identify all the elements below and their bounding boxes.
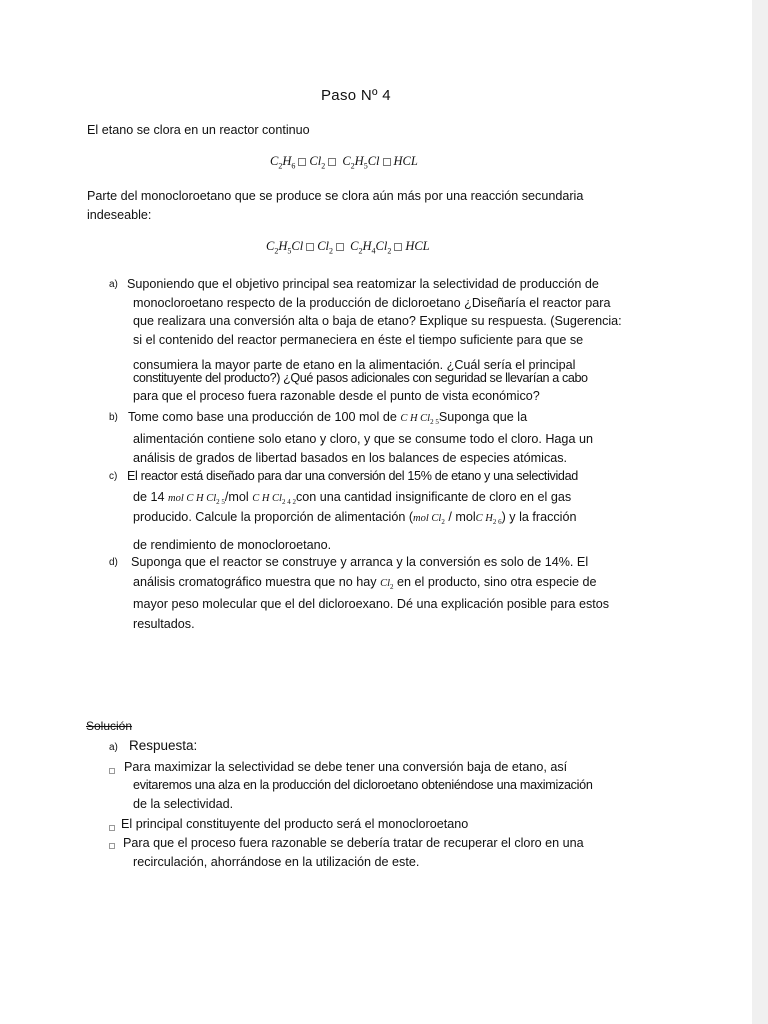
question-a-line: constituyente del producto?) ¿Qué pasos adicionales con seguridad se llevarían a cabo <box>133 371 588 385</box>
question-c-label: c) <box>109 471 118 482</box>
arrow-symbol-box <box>328 158 336 166</box>
question-b-line: Tome como base una producción de 100 mol de C H $Cl_{2 5}Suponga$ que la <box>128 410 528 427</box>
solution-a-label: a) <box>109 742 118 753</box>
arrow-symbol-box <box>336 243 344 251</box>
formula-selectivity-numerator: mol C H $Cl_{2 5}$ <box>168 493 225 507</box>
question-d-line: análisis cromatográfico muestra que no hay $Cl_2$ en el producto, sino otra especie de <box>133 575 597 592</box>
reaction-equation-primary: $C_2H_6$ $Cl_2$ $C_2H_5Cl$ HCL <box>270 154 418 171</box>
question-d-label: d) <box>109 557 118 568</box>
question-a-line: para que el proceso fuera razonable desde el punto de vista económico? <box>133 389 540 403</box>
bullet-icon <box>109 825 115 831</box>
answer-bullet-line: El principal constituyente del producto será el monocloroetano <box>121 817 469 831</box>
question-d-line: resultados. <box>133 617 195 631</box>
question-a-line: monocloroetano respecto de la producción de dicloroetano ¿Diseñaría el reactor para <box>133 296 611 310</box>
solution-heading: Solución <box>86 719 133 733</box>
answer-bullet-line: recirculación, ahorrándose en la utilización de este. <box>133 855 420 869</box>
plus-symbol-box <box>298 158 306 166</box>
formula-feed-denominator: C $H_{2 6}$ <box>475 513 502 527</box>
question-b-line: análisis de grados de libertad basados en los balances de especies atómicas. <box>133 451 568 465</box>
plus-symbol-box <box>306 243 314 251</box>
plus-symbol-box <box>394 243 402 251</box>
formula-selectivity-denominator: C H $Cl_{2 4 2}$ <box>252 493 296 507</box>
question-d-line: mayor peso molecular que el del dicloroexano. Dé una explicación posible para estos <box>133 597 610 611</box>
question-d-line: Suponga que el reactor se construye y arranca y la conversión es solo de 14%. El <box>131 555 589 569</box>
formula-chlorine: $Cl_2$ <box>380 578 394 592</box>
question-c-line: El reactor está diseñado para dar una conversión del 15% de etano y una selectividad <box>127 469 578 483</box>
secondary-reaction-text-1: Parte del monocloroetano que se produce se clora aún más por una reacción secundaria <box>87 189 584 203</box>
question-c-line: de 14 mol C H $Cl_{2 5}$/mol C H $Cl_{2 4 2}con$ una cantidad insignificante de cloro en el gas <box>133 490 572 507</box>
question-a-line: Suponiendo que el objetivo principal sea reatomizar la selectividad de producción de <box>127 277 599 291</box>
question-a-line: consumiera la mayor parte de etano en la alimentación. ¿Cuál sería el principal <box>133 358 576 372</box>
bullet-icon <box>109 768 115 774</box>
page-title: Paso Nº 4 <box>321 87 391 104</box>
question-b-line: alimentación contiene solo etano y cloro, y que se consume todo el cloro. Haga un <box>133 432 593 446</box>
intro-text: El etano se clora en un reactor continuo <box>87 123 310 137</box>
secondary-reaction-text-2: indeseable: <box>87 208 152 222</box>
question-c-line: de rendimiento de monocloroetano. <box>133 538 332 552</box>
answer-bullet-line: Para que el proceso fuera razonable se debería tratar de recuperar el cloro en una <box>123 836 584 850</box>
plus-symbol-box <box>383 158 391 166</box>
formula-chloroethane: C H $Cl_{2 5}$ <box>400 413 439 427</box>
formula-feed-numerator: mol $Cl_2$ <box>413 513 445 527</box>
question-a-line: si el contenido del reactor permaneciera en éste el tiempo suficiente para que se <box>133 333 584 347</box>
answer-bullet-line: evitaremos una alza en la producción del dicloroetano obteniéndose una maximización <box>133 778 593 792</box>
question-c-line: producido. Calcule la proporción de alimentación (mol $Cl_2$ / molC $H_{2 6}$) y la fracción <box>133 510 577 527</box>
question-a-label: a) <box>109 279 118 290</box>
reaction-equation-secondary: $C_2H_5Cl$ $Cl_2$ $C_2H_4Cl_2$ HCL <box>266 239 430 256</box>
bullet-icon <box>109 843 115 849</box>
answer-title: Respuesta: <box>129 738 198 753</box>
answer-bullet-line: Para maximizar la selectividad se debe tener una conversión baja de etano, así <box>124 760 568 774</box>
question-b-label: b) <box>109 412 118 423</box>
question-a-line: que realizara una conversión alta o baja de etano? Explique su respuesta. (Sugerencia: <box>133 314 622 328</box>
answer-bullet-line: de la selectividad. <box>133 797 234 811</box>
